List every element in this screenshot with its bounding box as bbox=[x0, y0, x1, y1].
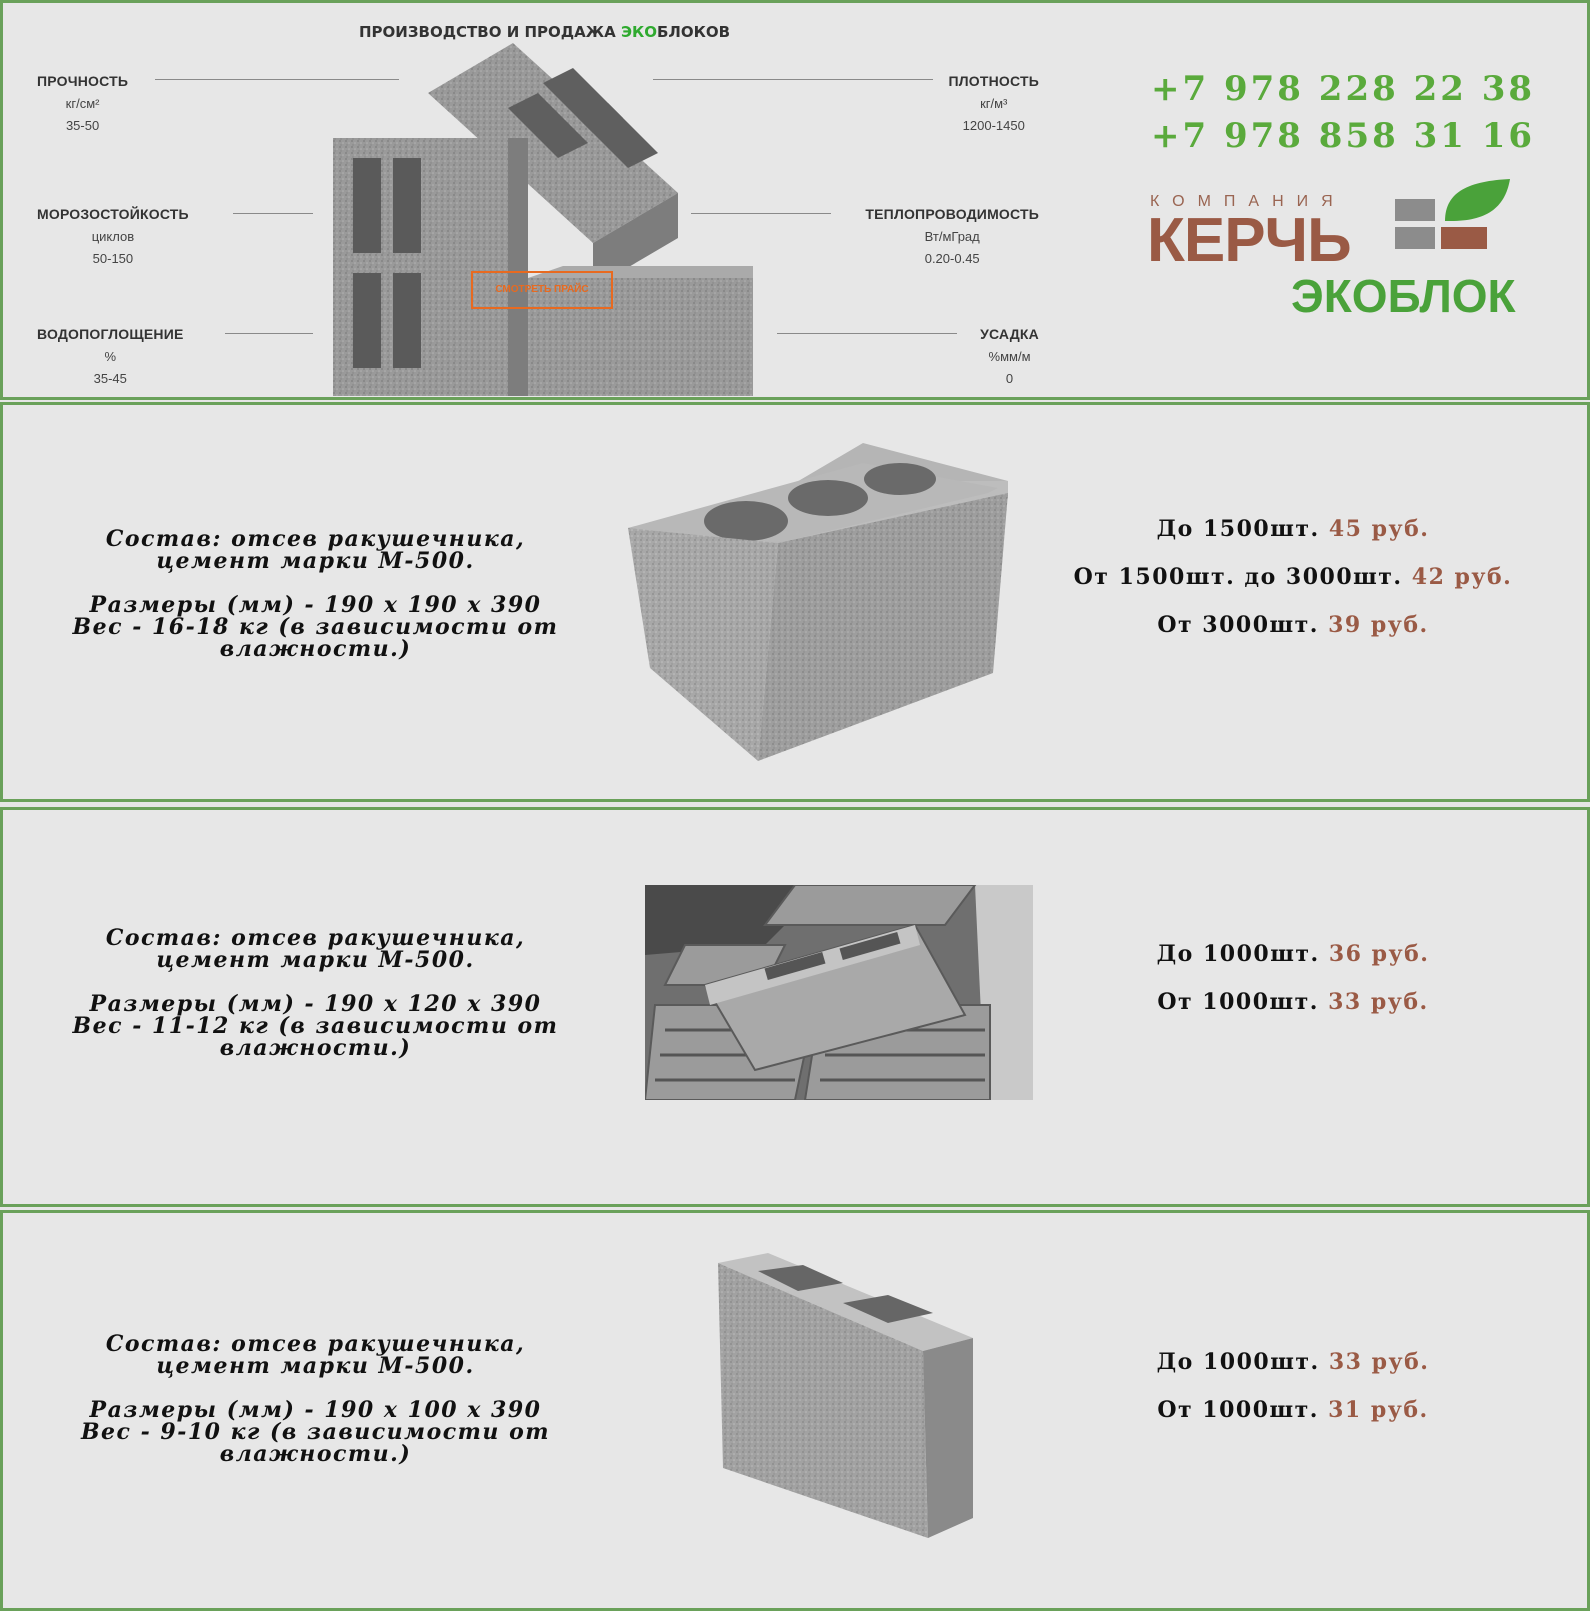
price-row bbox=[1023, 930, 1563, 978]
phone-number-1[interactable]: +7 978 228 22 38 bbox=[1151, 69, 1536, 109]
property-name: МОРОЗОСТОЙКОСТЬ bbox=[37, 206, 189, 222]
weight-line: влажности.) bbox=[219, 1441, 412, 1467]
stacked-blocks-photo-icon bbox=[645, 885, 1033, 1100]
divider-line bbox=[691, 213, 831, 214]
price-list bbox=[1023, 930, 1563, 1026]
price-amount: 33 руб. bbox=[1328, 1349, 1430, 1375]
property-unit: кг/м³ bbox=[980, 96, 1008, 111]
price-list bbox=[1023, 1338, 1563, 1434]
property-name: ТЕПЛОПРОВОДИМОСТЬ bbox=[865, 206, 1039, 222]
price-label: От 1500шт. до 3000шт. bbox=[1073, 564, 1403, 590]
price-amount: 33 руб. bbox=[1328, 989, 1429, 1015]
price-list bbox=[1023, 505, 1563, 649]
divider-line bbox=[653, 79, 933, 80]
price-row bbox=[1023, 505, 1563, 553]
price-label: До 1500шт. bbox=[1156, 516, 1320, 542]
size-line: Размеры (мм) - 190 х 100 х 390 bbox=[89, 1397, 542, 1423]
view-price-button[interactable]: СМОТРЕТЬ ПРАЙС bbox=[471, 271, 613, 309]
property-frost bbox=[37, 206, 189, 266]
size-line: Размеры (мм) - 190 х 120 х 390 bbox=[89, 991, 542, 1017]
property-name: ПЛОТНОСТЬ bbox=[948, 73, 1039, 89]
size-line: Размеры (мм) - 190 х 190 х 390 bbox=[89, 592, 542, 618]
logo-company-text: КОМПАНИЯ bbox=[1150, 193, 1346, 210]
composition-line: Состав: отсев ракушечника, bbox=[105, 1331, 526, 1357]
property-name: ПРОЧНОСТЬ bbox=[37, 73, 129, 89]
price-amount: 45 руб. bbox=[1328, 516, 1430, 542]
property-value: 35-45 bbox=[93, 371, 127, 386]
weight-line: Вес - 11-12 кг (в зависимости от bbox=[72, 1013, 559, 1039]
price-row bbox=[1023, 553, 1563, 601]
composition-line: цемент марки М-500. bbox=[156, 548, 475, 574]
property-density bbox=[948, 73, 1039, 133]
divider-line bbox=[225, 333, 313, 334]
product-panel-2 bbox=[0, 807, 1590, 1207]
partition-block-icon bbox=[718, 1253, 978, 1543]
property-unit: кг/см² bbox=[65, 96, 100, 111]
divider-line bbox=[777, 333, 957, 334]
property-unit: %мм/м bbox=[988, 349, 1031, 364]
concrete-blocks-illustration bbox=[333, 38, 753, 398]
product-description bbox=[43, 528, 588, 660]
property-shrink bbox=[980, 326, 1039, 386]
heading-suffix: БЛОКОВ bbox=[656, 23, 731, 41]
product-panel-1 bbox=[0, 402, 1590, 802]
price-amount: 36 руб. bbox=[1328, 941, 1430, 967]
composition-line: цемент марки М-500. bbox=[156, 947, 475, 973]
property-value: 35-50 bbox=[65, 118, 100, 133]
price-row bbox=[1023, 601, 1563, 649]
composition-line: Состав: отсев ракушечника, bbox=[105, 925, 526, 951]
composition-line: Состав: отсев ракушечника, bbox=[105, 526, 526, 552]
hollow-block-three-holes-icon bbox=[628, 443, 1013, 773]
price-label: От 1000шт. bbox=[1157, 1397, 1319, 1423]
property-name: УСАДКА bbox=[980, 326, 1039, 342]
price-row bbox=[1023, 1338, 1563, 1386]
logo-brand-text: ЭКОБЛОК bbox=[1291, 270, 1516, 322]
divider-line bbox=[233, 213, 313, 214]
price-label: От 3000шт. bbox=[1157, 612, 1319, 638]
property-unit: циклов bbox=[91, 229, 135, 244]
price-label: До 1000шт. bbox=[1156, 1349, 1320, 1375]
price-row bbox=[1023, 1386, 1563, 1434]
property-value: 0.20-0.45 bbox=[924, 251, 980, 266]
weight-line: Вес - 9-10 кг (в зависимости от bbox=[80, 1419, 551, 1445]
property-strength bbox=[37, 73, 128, 133]
heading-prefix: ПРОИЗВОДСТВО И ПРОДАЖА bbox=[359, 23, 621, 41]
property-value: 50-150 bbox=[92, 251, 134, 266]
price-row bbox=[1023, 978, 1563, 1026]
product-description bbox=[43, 1333, 588, 1465]
logo-city-text: КЕРЧЬ bbox=[1147, 206, 1351, 275]
weight-line: влажности.) bbox=[219, 1035, 412, 1061]
hero-banner bbox=[0, 0, 1590, 400]
property-name: ВОДОПОГЛОЩЕНИЕ bbox=[37, 326, 184, 342]
heading-eco: ЭКО bbox=[620, 23, 657, 41]
product-panel-3 bbox=[0, 1210, 1590, 1611]
price-label: От 1000шт. bbox=[1157, 989, 1319, 1015]
divider-line bbox=[155, 79, 399, 80]
property-thermal bbox=[865, 206, 1039, 266]
weight-line: влажности.) bbox=[219, 636, 412, 662]
composition-line: цемент марки М-500. bbox=[156, 1353, 475, 1379]
weight-line: Вес - 16-18 кг (в зависимости от bbox=[72, 614, 559, 640]
price-amount: 31 руб. bbox=[1328, 1397, 1429, 1423]
property-value: 1200-1450 bbox=[962, 118, 1025, 133]
property-value: 0 bbox=[1005, 371, 1014, 386]
logo-blocks-leaf-icon bbox=[1395, 179, 1515, 269]
property-unit: % bbox=[104, 349, 117, 364]
price-amount: 42 руб. bbox=[1411, 564, 1513, 590]
property-unit: Вт/мГрад bbox=[924, 229, 980, 244]
product-description bbox=[43, 927, 588, 1059]
price-amount: 39 руб. bbox=[1328, 612, 1429, 638]
price-label: До 1000шт. bbox=[1156, 941, 1320, 967]
phone-number-2[interactable]: +7 978 858 31 16 bbox=[1151, 116, 1536, 156]
property-water bbox=[37, 326, 184, 386]
hero-heading bbox=[359, 23, 730, 41]
